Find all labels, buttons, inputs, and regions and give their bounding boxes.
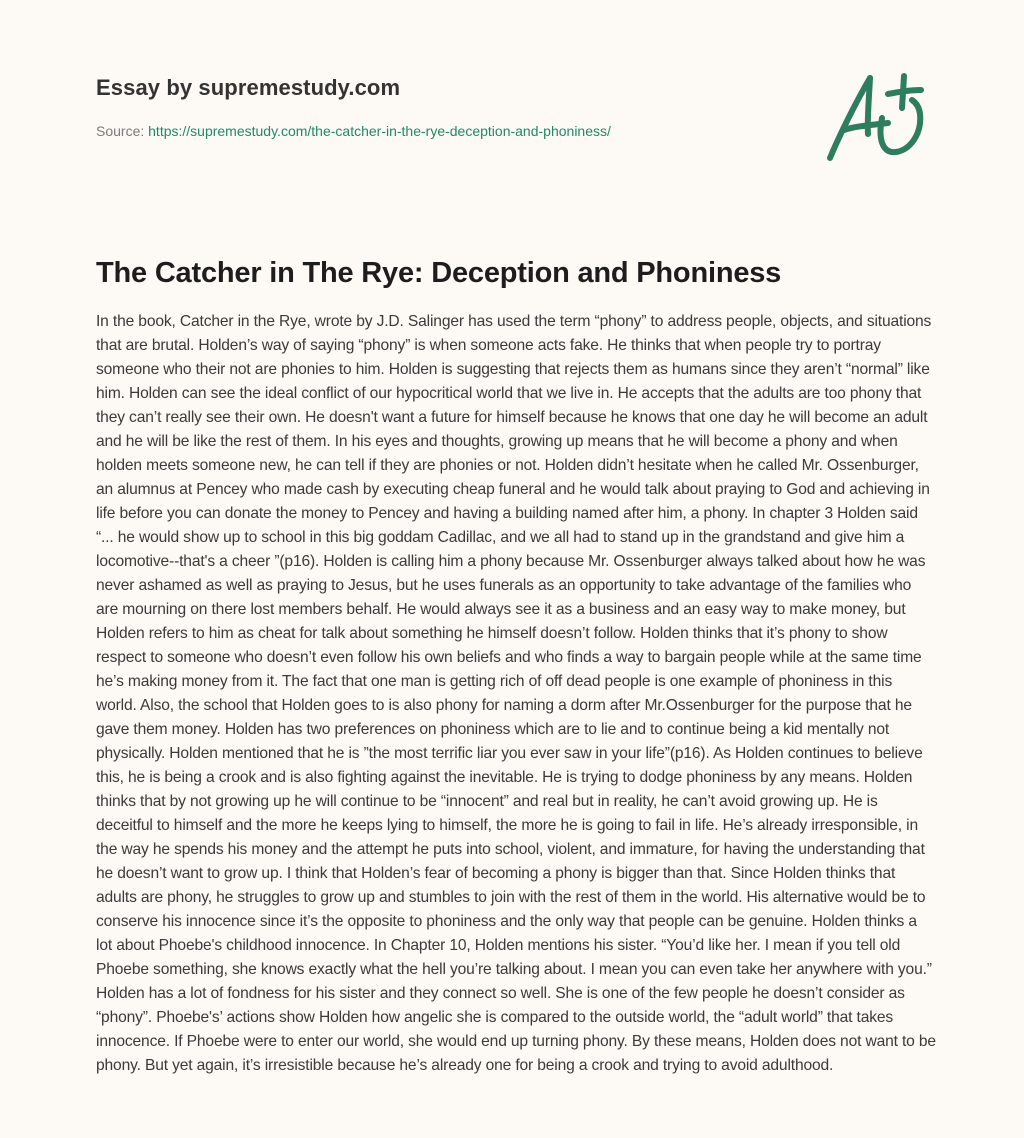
site-title: Essay by supremestudy.com (96, 75, 401, 100)
page-header (96, 74, 796, 140)
a-plus-grade-icon (822, 68, 930, 168)
source-link[interactable]: https://supremestudy.com/the-catcher-in-the-rye-deception-and-phoniness/ (148, 123, 611, 139)
article-title: The Catcher in The Rye: Deception and Phoniness (96, 257, 782, 289)
article-body: In the book, Catcher in the Rye, wrote by J.D. Salinger has used the term “phony” to address people, objects, and situations that are brutal. Holden’s way of saying “phony” is when someone acts fake. He thinks that when people try to portray someone who their not are phonies to him. Holden is suggesting that rejects them as humans since they aren’t “normal” like him. Holden can see the ideal conflict of our hypocritical world that we live in. He accepts that the adults are too phony that they can’t really see their own. He doesn't want a future for himself because he knows that one day he will become an adult and he will be like the rest of them. In his eyes and thoughts, growing up means that he will become a phony and when holden meets someone new, he can tell if they are phonies or not. Holden didn’t hesitate when he called Mr. Ossenburger, an alumnus at Pencey who made cash by executing cheap funeral and he would talk about praying to God and achieving in life before you can donate the money to Pencey and having a building named after him, a phony. In chapter 3 Holden said “... he would show up to school in this big goddam Cadillac, and we all had to stand up in the grandstand and give him a locomotive--that's a cheer ”(p16). Holden is calling him a phony because Mr. Ossenburger always talked about how he was never ashamed as well as praying to Jesus, but he uses funerals as an opportunity to take advantage of the families who are mourning on there lost members behalf. He would always see it as a business and an easy way to make money, but Holden refers to him as cheat for talk about something he himself doesn’t follow. Holden thinks that it’s phony to show respect to someone who doesn’t even follow his own beliefs and who finds a way to bargain people while at the same time he’s making money from it. The fact that one man is getting rich of off dead people is one example of phoniness in this world. Also, the school that Holden goes to is also phony for naming a dorm after Mr.Ossenburger for the purpose that he gave them money. Holden has two preferences on phoniness which are to lie and to continue being a kid mentally not physically. Holden mentioned that he is ”the most terrific liar you ever saw in your life”(p16). As Holden continues to believe this, he is being a crook and is also fighting against the inevitable. He is trying to dodge phoniness by any means. Holden thinks that by not growing up he will continue to be “innocent” and real but in reality, he can’t avoid growing up. He is deceitful to himself and the more he keeps lying to himself, the more he is going to fail in life. He’s already irresponsible, in the way he spends his money and the attempt he puts into school, violent, and immature, for having the understanding that he doesn’t want to grow up. I think that Holden’s fear of becoming a phony is bigger than that. Since Holden thinks that adults are phony, he struggles to grow up and stumbles to join with the rest of them in the world. His alternative would be to conserve his innocence since it’s the opposite to phoniness and the only way that people can be genuine. Holden thinks a lot about Phoebe's childhood innocence. In Chapter 10, Holden mentions his sister. “You’d like her. I mean if you tell old Phoebe something, she knows exactly what the hell you’re talking about. I mean you can even take her anywhere with you.” Holden has a lot of fondness for his sister and they connect so well. She is one of the few people he doesn’t consider as “phony”. Phoebe's’ actions show Holden how angelic she is compared to the outside world, the “adult world” that takes innocence. If Phoebe were to enter our world, she would end up turning phony. By these means, Holden does not want to be phony. But yet again, it’s irresistible because he’s already one for being a crook and trying to avoid adulthood. (96, 313, 936, 1074)
source-line (96, 122, 796, 140)
source-label: Source: (96, 123, 149, 139)
